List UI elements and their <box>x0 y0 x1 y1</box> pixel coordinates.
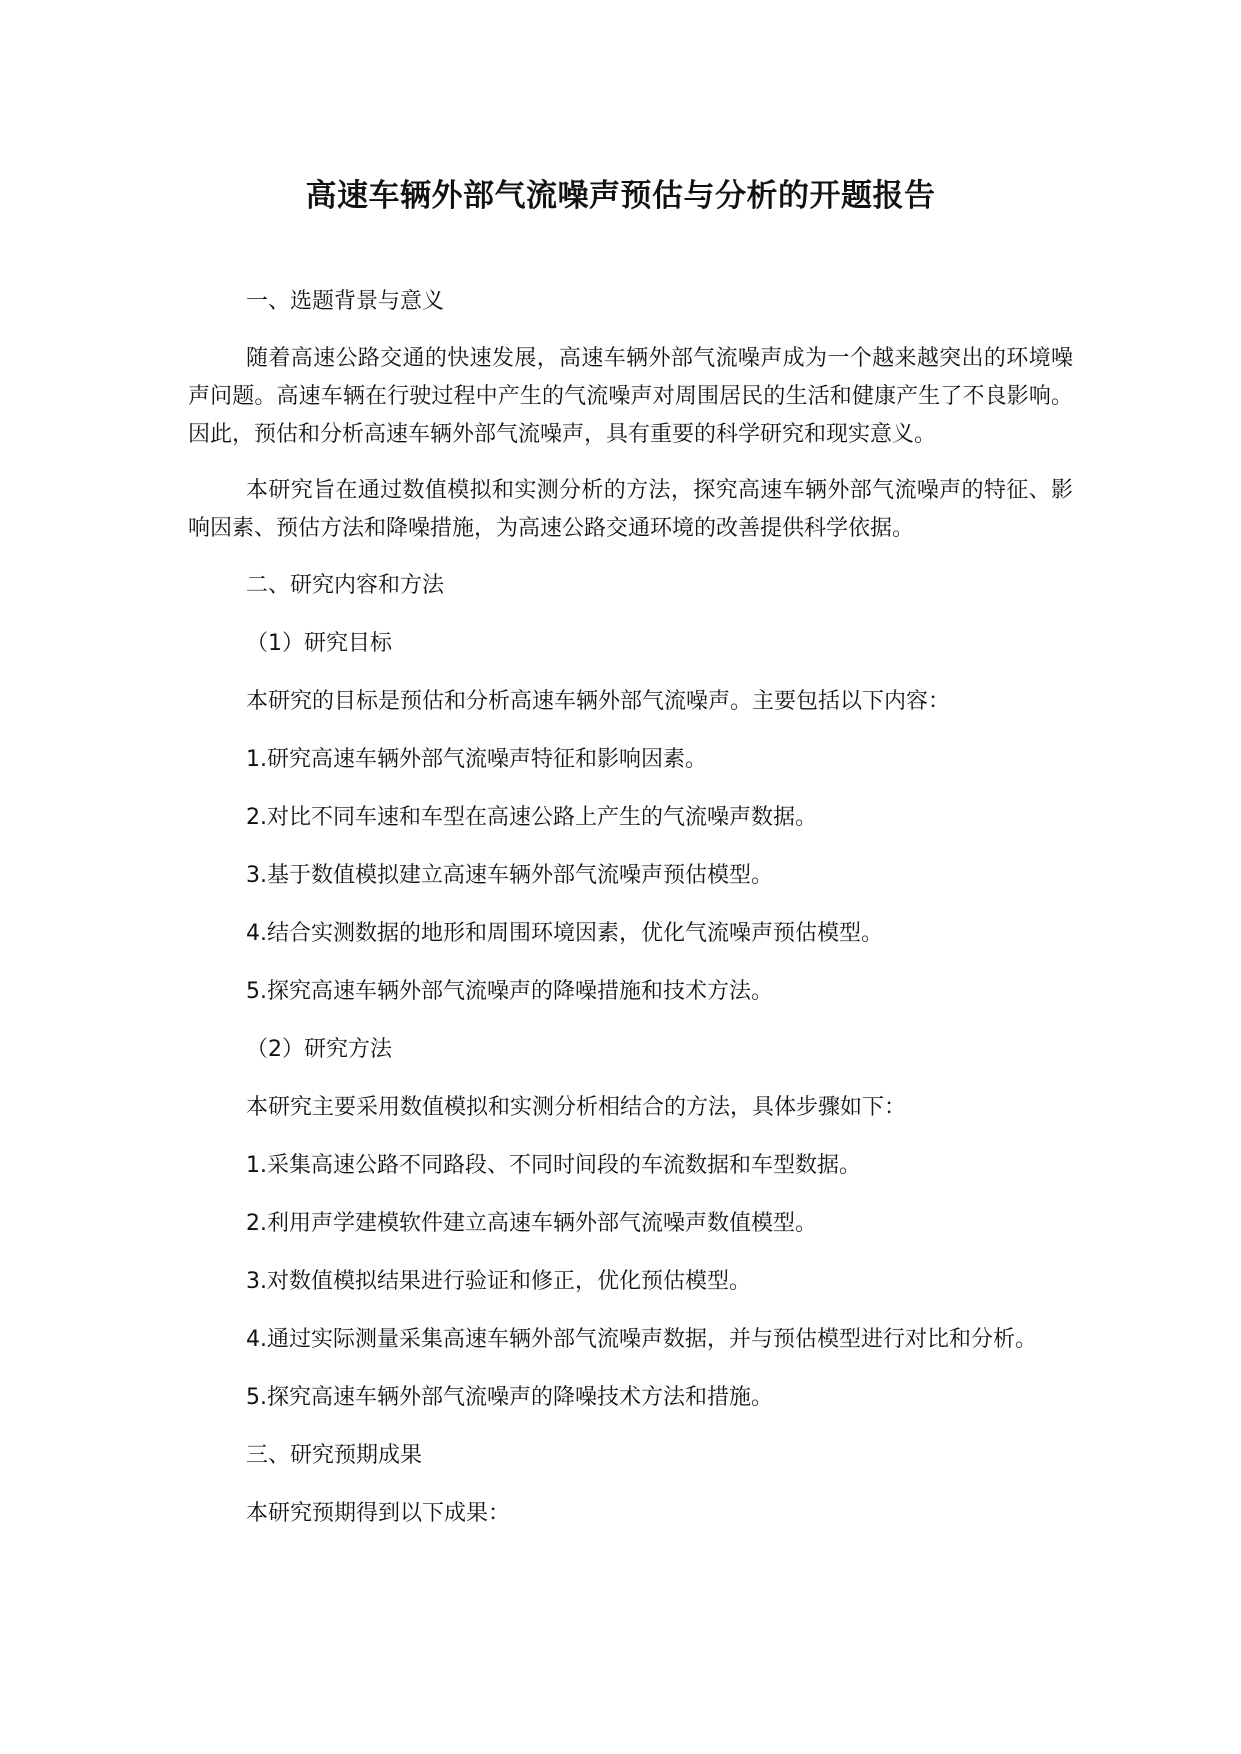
section-heading-expected-results: 三、研究预期成果 <box>246 1443 423 1468</box>
expected-results-intro: 本研究预期得到以下成果： <box>246 1501 511 1526</box>
document-body <box>188 282 1073 1552</box>
section-heading-content-methods: 二、研究内容和方法 <box>246 573 445 598</box>
list-item: 1.采集高速公路不同路段、不同时间段的车流数据和车型数据。 <box>246 1153 861 1178</box>
goals-intro: 本研究的目标是预估和分析高速车辆外部气流噪声。主要包括以下内容： <box>246 689 951 714</box>
background-paragraph-2: 本研究旨在通过数值模拟和实测分析的方法，探究高速车辆外部气流噪声的特征、影响因素、预估方法和降噪措施，为高速公路交通环境的改善提供科学依据。 <box>188 478 1073 541</box>
section-heading-background: 一、选题背景与意义 <box>246 289 445 314</box>
background-paragraph-1: 随着高速公路交通的快速发展，高速车辆外部气流噪声成为一个越来越突出的环境噪声问题。高速车辆在行驶过程中产生的气流噪声对周围居民的生活和健康产生了不良影响。因此，预估和分析高速车辆外部气流噪声，具有重要的科学研究和现实意义。 <box>188 346 1073 447</box>
subsection-heading-methods: （2）研究方法 <box>246 1037 392 1062</box>
list-item: 3.对数值模拟结果进行验证和修正，优化预估模型。 <box>246 1269 751 1294</box>
list-item: 5.探究高速车辆外部气流噪声的降噪措施和技术方法。 <box>246 979 773 1004</box>
subsection-heading-goals: （1）研究目标 <box>246 631 392 656</box>
list-item: 4.结合实测数据的地形和周围环境因素，优化气流噪声预估模型。 <box>246 921 883 946</box>
list-item: 5.探究高速车辆外部气流噪声的降噪技术方法和措施。 <box>246 1385 773 1410</box>
list-item: 1.研究高速车辆外部气流噪声特征和影响因素。 <box>246 747 707 772</box>
list-item: 3.基于数值模拟建立高速车辆外部气流噪声预估模型。 <box>246 863 773 888</box>
list-item: 2.利用声学建模软件建立高速车辆外部气流噪声数值模型。 <box>246 1211 817 1236</box>
methods-intro: 本研究主要采用数值模拟和实测分析相结合的方法，具体步骤如下： <box>246 1095 907 1120</box>
document-title: 高速车辆外部气流噪声预估与分析的开题报告 <box>305 178 936 214</box>
list-item: 4.通过实际测量采集高速车辆外部气流噪声数据，并与预估模型进行对比和分析。 <box>246 1327 1037 1352</box>
list-item: 2.对比不同车速和车型在高速公路上产生的气流噪声数据。 <box>246 805 817 830</box>
